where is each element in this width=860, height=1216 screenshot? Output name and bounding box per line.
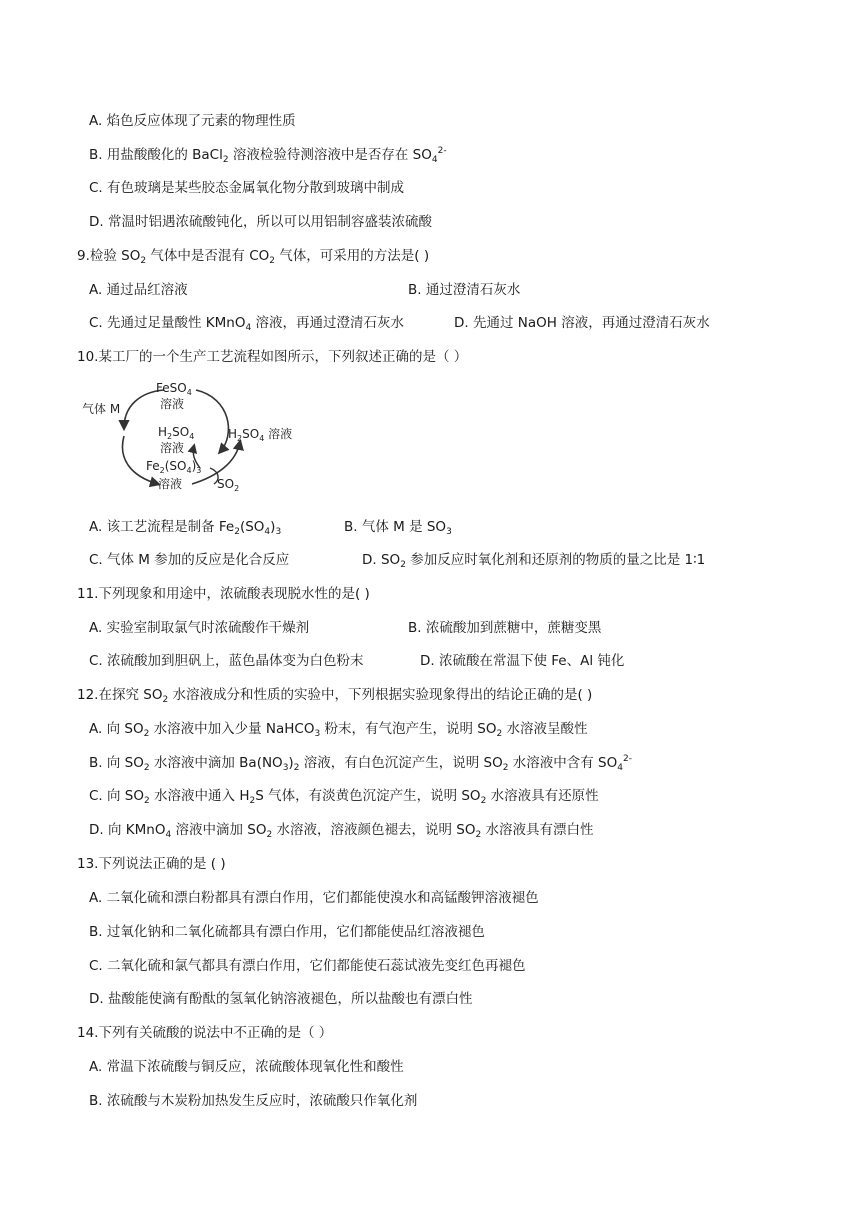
q11-option-c	[89, 651, 364, 671]
subscript: 2	[143, 729, 150, 739]
text: B. 向 SO	[89, 755, 144, 771]
q10-option-b	[344, 517, 452, 537]
subscript: 2	[480, 796, 487, 806]
subscript: 2	[502, 763, 509, 773]
text: 12.在探究 SO	[77, 687, 163, 703]
subscript: 4	[264, 527, 271, 537]
subscript: 2	[143, 763, 150, 773]
q8-option-a	[89, 111, 296, 131]
q13-option-b	[89, 922, 485, 942]
q13-option-c	[89, 956, 526, 976]
subscript: 4	[165, 830, 172, 840]
text: A. 该工艺流程是制备 Fe	[89, 519, 235, 535]
text: 水溶液中加入少量 NaHCO	[149, 721, 315, 737]
text: 水溶液具有还原性	[486, 788, 599, 804]
q8-option-d	[89, 212, 432, 232]
q8-option-c	[89, 178, 404, 198]
text: 气体中是否混有 CO	[146, 248, 270, 264]
text: 水溶液中含有 SO	[508, 755, 618, 771]
so2-label: $SO_2$	[217, 477, 240, 493]
q11-option-b	[408, 618, 601, 638]
subscript: 4	[431, 155, 438, 165]
subscript: 2	[144, 796, 150, 806]
text: 溶液，再通过澄清石灰水	[251, 315, 405, 331]
text: B. 通过澄清石灰水	[408, 282, 521, 298]
q14-option-a	[89, 1057, 404, 1077]
subscript: 2	[400, 560, 406, 570]
text: (SO	[239, 519, 265, 535]
text: 溶液，有白色沉淀产生，说明 SO	[299, 755, 503, 771]
text: 13.下列说法正确的是 ( )	[77, 856, 226, 872]
q11-option-d	[420, 651, 624, 671]
subscript: 2	[266, 830, 273, 840]
text: 参加反应时氧化剂和还原剂的物质的量之比是 1∶1	[405, 552, 706, 568]
text: 溶液中滴加 SO	[171, 822, 267, 838]
text: 11.下列现象和用途中，浓硫酸表现脱水性的是( )	[77, 586, 370, 602]
text: 14.下列有关硫酸的说法中不正确的是（ ）	[77, 1025, 333, 1041]
text: D. 盐酸能使滴有酚酞的氢氧化钠溶液褪色，所以盐酸也有漂白性	[89, 991, 473, 1007]
q13-option-a	[89, 888, 539, 908]
text: 水溶液成分和性质的实验中，下列根据实验现象得出的结论正确的是( )	[168, 687, 593, 703]
h2so4-solution-label: $H_2SO_4$ 溶液	[228, 427, 293, 443]
text: 溶液检验待测溶液中是否存在 SO	[228, 147, 432, 163]
arrow-to-gas-m	[124, 390, 164, 428]
subscript: 3	[314, 729, 321, 739]
q13-option-d	[89, 989, 472, 1009]
q10-option-d	[362, 550, 705, 570]
q12-stem	[77, 685, 592, 705]
q9-option-a	[89, 280, 188, 300]
subscript: 4	[617, 763, 623, 773]
h2so4-inner-solution-label: 溶液	[160, 441, 185, 455]
q8-option-a-text: A. 焰色反应体现了元素的物理性质	[89, 113, 296, 129]
q9-option-d	[454, 313, 710, 333]
subscript: 2	[475, 830, 482, 840]
fe2so43-label: $Fe_2(SO_4)_3$	[146, 459, 202, 475]
q9-option-c	[89, 313, 404, 333]
text: 水溶液中通入 H	[149, 788, 250, 804]
text: A. 实验室制取氯气时浓硫酸作干燥剂	[89, 620, 310, 636]
superscript: 2-	[437, 146, 447, 156]
text: )	[270, 519, 276, 535]
process-flow-diagram	[80, 376, 310, 502]
subscript: 2	[222, 155, 229, 165]
text: 9.检验 SO	[77, 248, 141, 264]
q14-stem	[77, 1023, 332, 1043]
subscript: 2	[162, 695, 169, 705]
text: D. 先通过 NaOH 溶液，再通过澄清石灰水	[454, 315, 710, 331]
fe2so43-solution-label: 溶液	[158, 477, 183, 491]
subscript: 2	[496, 729, 503, 739]
subscript: 4	[245, 323, 252, 333]
q9-option-b	[408, 280, 520, 300]
text: D. SO	[362, 552, 401, 568]
feso4-solution-label: 溶液	[160, 397, 185, 411]
text: A. 二氧化硫和漂白粉都具有漂白作用，它们都能使溴水和高锰酸钾溶液褪色	[89, 890, 539, 906]
q10-option-c	[89, 550, 289, 570]
q14-option-b	[89, 1091, 417, 1111]
q11-stem	[77, 584, 370, 604]
text: C. 气体 M 参加的反应是化合反应	[89, 552, 290, 568]
superscript: 2-	[622, 754, 632, 764]
text: A. 通过品红溶液	[89, 282, 188, 298]
subscript: 2	[140, 256, 147, 266]
q12-option-a	[89, 719, 588, 739]
feso4-label: FeSO$_4$	[156, 381, 192, 397]
q8-option-b	[89, 145, 447, 165]
q12-option-d	[89, 820, 594, 840]
gas-m-label: 气体 M	[82, 402, 121, 416]
subscript: 2	[234, 527, 240, 537]
subscript: 2	[249, 796, 256, 806]
text: S 气体，有淡黄色沉淀产生，说明 SO	[255, 788, 481, 804]
q9-stem	[77, 246, 429, 266]
q12-option-b	[89, 753, 632, 773]
subscript: 2	[269, 256, 275, 266]
q11-option-a	[89, 618, 309, 638]
text: 水溶液呈酸性	[502, 721, 588, 737]
q8-option-c-text: C. 有色玻璃是某些胶态金属氧化物分散到玻璃中制成	[89, 180, 405, 196]
text: D. 向 KMnO	[89, 822, 166, 838]
text: )	[288, 755, 294, 771]
text: 水溶液中滴加 Ba(NO	[149, 755, 283, 771]
text: B. 气体 M 是 SO	[344, 519, 447, 535]
q8-option-d-text: D. 常温时铝遇浓硫酸钝化，所以可以用铝制容盛装浓硫酸	[89, 214, 432, 230]
text: 10.某工厂的一个生产工艺流程如图所示，下列叙述正确的是（ ）	[77, 349, 468, 365]
text: B. 过氧化钠和二氧化硫都具有漂白作用，它们都能使品红溶液褪色	[89, 924, 485, 940]
text: C. 向 SO	[89, 788, 144, 804]
h2so4-inner-label: $H_2SO_4$	[158, 425, 195, 441]
text: 水溶液具有漂白性	[481, 822, 594, 838]
text: B. 浓硫酸与木炭粉加热发生反应时，浓硫酸只作氧化剂	[89, 1093, 418, 1109]
arrow-feso4-to-h2so4	[196, 390, 228, 452]
subscript: 2	[293, 763, 300, 773]
text: B. 浓硫酸加到蔗糖中，蔗糖变黑	[408, 620, 602, 636]
text: 水溶液，溶液颜色褪去，说明 SO	[272, 822, 476, 838]
text: C. 浓硫酸加到胆矾上，蓝色晶体变为白色粉末	[89, 653, 364, 669]
text: A. 常温下浓硫酸与铜反应，浓硫酸体现氧化性和酸性	[89, 1059, 404, 1075]
text: A. 向 SO	[89, 721, 144, 737]
text: B. 用盐酸酸化的 BaCl	[89, 147, 223, 163]
subscript: 3	[282, 763, 289, 773]
q12-option-c	[89, 786, 599, 806]
text: 粉末，有气泡产生，说明 SO	[320, 721, 497, 737]
q10-stem	[77, 347, 467, 367]
subscript: 3	[446, 527, 452, 537]
q13-stem	[77, 854, 226, 874]
text: 气体，可采用的方法是( )	[274, 248, 430, 264]
q10-option-a	[89, 517, 281, 537]
subscript: 3	[275, 527, 282, 537]
text: C. 先通过足量酸性 KMnO	[89, 315, 246, 331]
text: C. 二氧化硫和氯气都具有漂白作用，它们都能使石蕊试液先变红色再褪色	[89, 958, 526, 974]
text: D. 浓硫酸在常温下使 Fe、Al 钝化	[420, 653, 625, 669]
